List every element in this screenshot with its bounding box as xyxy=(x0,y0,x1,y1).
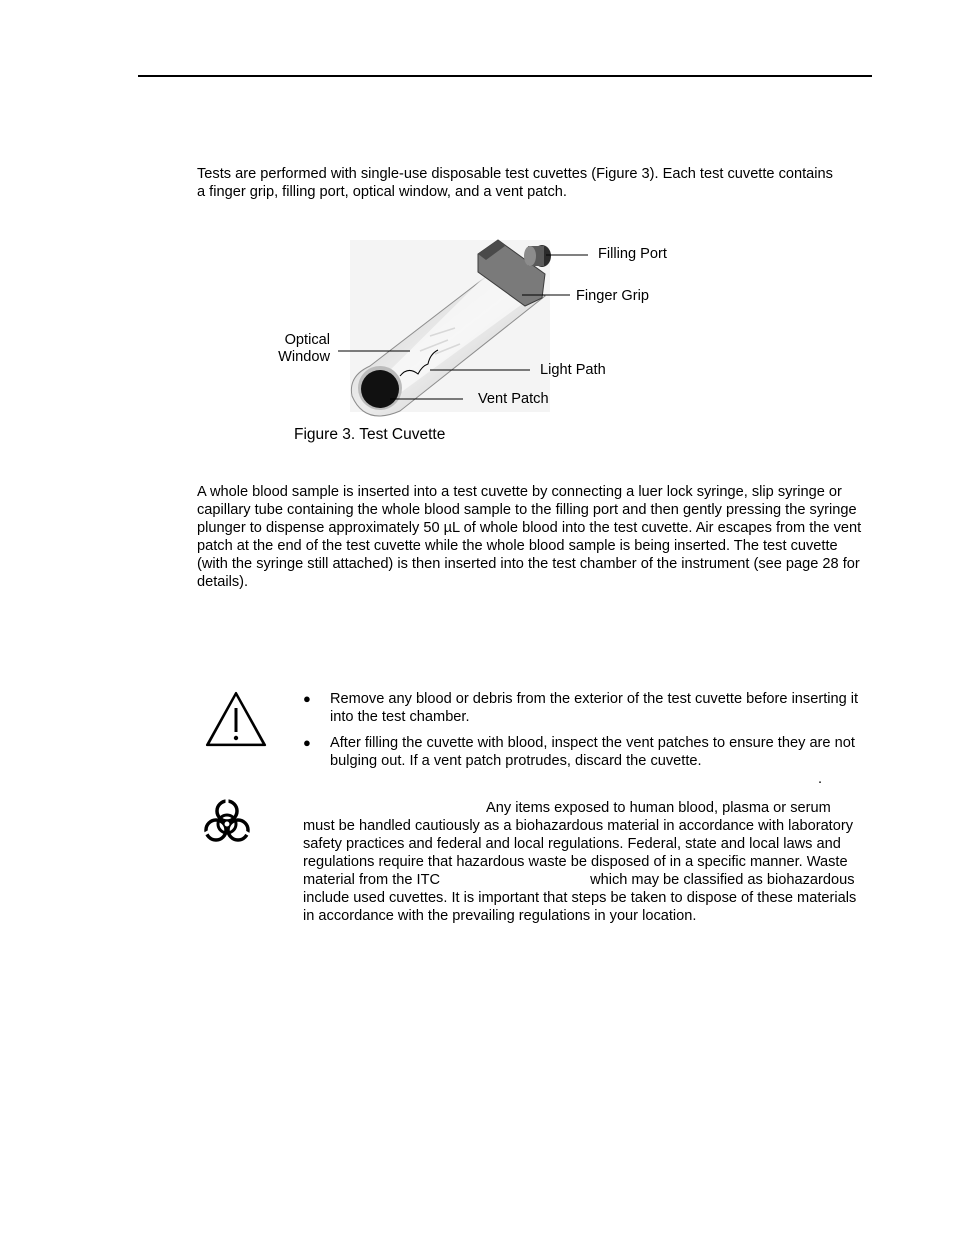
sample-paragraph: A whole blood sample is inserted into a test cuvette by connecting a luer lock syringe, slip syringe or capillary tube containing the whole blood sample to the filling port and then gently pressing the syringe plunger to dispense approximately 50 µL of whole blood into the test cuvette. Air escapes from the vent patch at the end of the test cuvette while the whole blood sample is being inserted. The test cuvette (with the syringe still attached) is then inserted into the test chamber of the instrument (see page 28 for details). xyxy=(197,484,862,590)
label-filling-port: Filling Port xyxy=(598,246,667,262)
caution-item-2: After filling the cuvette with blood, inspect the vent patches to ensure they are not bulging out. If a vent patch protrudes, discard the cuvette. xyxy=(330,735,855,769)
caution-list xyxy=(303,690,863,778)
intro-paragraph: Tests are performed with single-use disposable test cuvettes (Figure 3). Each test cuvette contains a finger grip, filling port, optical window, and a vent patch. xyxy=(197,166,833,200)
biohazard-paragraph xyxy=(303,799,863,925)
caution-item-1: Remove any blood or debris from the exterior of the test cuvette before inserting it into the test chamber. xyxy=(330,691,859,725)
bullet-dot: ● xyxy=(303,735,311,750)
label-finger-grip: Finger Grip xyxy=(576,288,649,304)
label-light-path: Light Path xyxy=(540,362,606,378)
label-optical-window-line2: Window xyxy=(278,349,330,365)
biohazard-text-end: which may be classified as biohazardous include used cuvettes. It is important that steps be taken to dispose of these materials in accordance with the prevailing regulations in your location. xyxy=(303,872,857,924)
list-item xyxy=(303,734,863,770)
list-item xyxy=(303,690,863,726)
label-optical-window-line1: Optical xyxy=(284,332,330,348)
warning-triangle-icon xyxy=(204,690,268,748)
test-cuvette-figure xyxy=(270,236,690,421)
biohazard-icon xyxy=(202,798,252,846)
figure-caption: Figure 3. Test Cuvette xyxy=(294,426,446,443)
bullet-dot: ● xyxy=(303,691,311,706)
trailing-period: . xyxy=(818,771,823,787)
header-rule xyxy=(138,75,872,77)
biohazard-text-start: Any items exposed to human blood, plasma or serum must be handled cautiously as a biohazardous material in accordance with laboratory safety practices and federal and local regulations. Federal, state and local laws and regulations require that hazardous waste be disposed of in a specific manner. Waste material from the ITC xyxy=(303,800,854,888)
label-vent-patch: Vent Patch xyxy=(478,391,549,407)
